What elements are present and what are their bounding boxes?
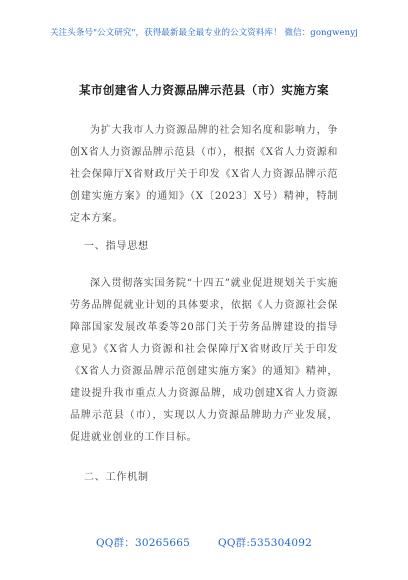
footer-qq-group-2: QQ群:535304092	[218, 537, 313, 549]
section-heading-work-mechanism: 二、工作机制	[84, 472, 149, 483]
section-heading-guiding-ideology: 一、指导思想	[84, 241, 149, 252]
guiding-ideology-paragraph: 深入贯彻落实国务院“十四五”就业促进规划关于实施劳务品牌促就业计划的具体要求，依据《人力资源社会保障部国家发展改革委等20部门关于劳务品牌建设的指导意见》《X省人力资源和社会保障厅X省财政厅关于印发《X省人力资源品牌示范创建实施方案》的通知》精神，建设提升我市重点人力资源品牌，成功创建X省人力资源品牌示范县（市），实现以人力资源品牌助力产业发展，促进就业创业的工作目标。	[70, 278, 338, 443]
footer-qq-group-1: QQ群：30265665	[95, 537, 191, 549]
intro-paragraph: 为扩大我市人力资源品牌的社会知名度和影响力，争创X省人力资源品牌示范县（市），根据《X省人力资源和社会保障厅X省财政厅关于印发《X省人力资源品牌示范创建实施方案》的通知》（X〔2023〕X号）精神，特制定本方案。	[70, 125, 338, 224]
header-note: 关注头条号"公文研究"，获得最新最全最专业的公文资料库！ 微信：gongwenyj	[50, 28, 358, 38]
document-title: 某市创建省人力资源品牌示范县（市）实施方案	[79, 83, 329, 97]
footer-qq-groups	[0, 535, 408, 550]
